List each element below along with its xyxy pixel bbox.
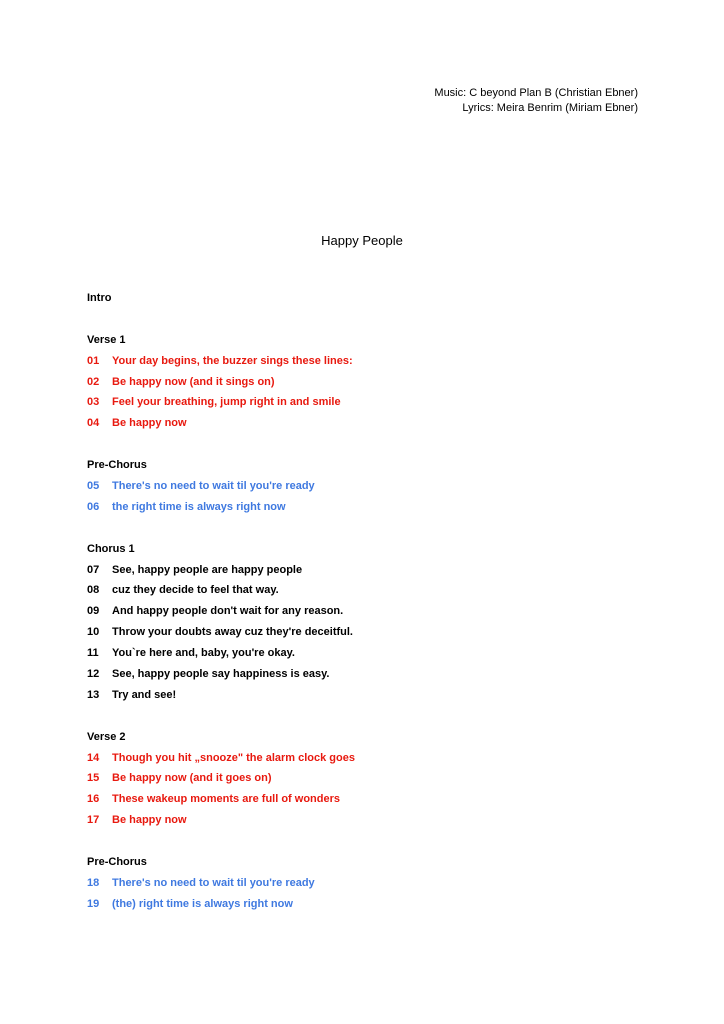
line-number: 05 (87, 480, 100, 493)
line-text: You`re here and, baby, you're okay. (112, 647, 295, 660)
lyric-line (87, 582, 647, 603)
line-number: 07 (87, 563, 100, 576)
lyric-line (87, 896, 647, 917)
lyric-line (87, 499, 647, 520)
lyrics-body (87, 290, 647, 917)
line-number: 09 (87, 605, 100, 618)
line-number: 03 (87, 396, 100, 409)
line-text: Though you hit „snooze" the alarm clock goes (112, 751, 355, 764)
line-number: 01 (87, 354, 100, 367)
line-number: 16 (87, 793, 100, 806)
line-number: 12 (87, 668, 100, 681)
lyric-line (87, 562, 647, 583)
line-text: Be happy now (112, 814, 187, 827)
section-intro (87, 290, 647, 311)
line-text: Throw your doubts away cuz they're deceitful. (112, 626, 353, 639)
line-text: Try and see! (112, 688, 177, 701)
line-text: Be happy now (and it sings on) (112, 375, 275, 388)
line-number: 14 (87, 751, 100, 764)
line-number: 08 (87, 584, 100, 597)
lyric-line (87, 415, 647, 436)
section-prechorus-1 (87, 457, 647, 520)
line-text: the right time is always right now (112, 500, 286, 513)
line-text: See, happy people say happiness is easy. (112, 668, 330, 681)
section-verse-2 (87, 729, 647, 833)
line-number: 13 (87, 688, 100, 701)
section-label-verse-2: Verse 2 (87, 730, 126, 743)
credits-block (434, 86, 638, 116)
lyric-line (87, 791, 647, 812)
line-text: These wakeup moments are full of wonders (112, 793, 340, 806)
section-label-prechorus-2: Pre-Chorus (87, 856, 147, 869)
music-credit: Music: C beyond Plan B (Christian Ebner) (434, 87, 638, 99)
line-number: 02 (87, 375, 100, 388)
lyric-line (87, 478, 647, 499)
line-number: 17 (87, 814, 100, 827)
lyric-line (87, 750, 647, 771)
line-number: 06 (87, 500, 100, 513)
lyric-line (87, 666, 647, 687)
lyric-line (87, 812, 647, 833)
line-text: Your day begins, the buzzer sings these lines: (112, 354, 353, 367)
line-text: See, happy people are happy people (112, 563, 303, 576)
lyric-line (87, 624, 647, 645)
section-label-chorus-1: Chorus 1 (87, 542, 135, 555)
line-text: There's no need to wait til you're ready (112, 876, 315, 889)
lyric-line (87, 770, 647, 791)
line-number: 19 (87, 897, 100, 910)
line-number: 10 (87, 626, 100, 639)
section-label-prechorus-1: Pre-Chorus (87, 459, 147, 472)
section-label-verse-1: Verse 1 (87, 333, 126, 346)
song-title: Happy People (321, 233, 403, 248)
section-verse-1 (87, 332, 647, 436)
lyrics-credit: Lyrics: Meira Benrim (Miriam Ebner) (462, 102, 638, 114)
line-text: There's no need to wait til you're ready (112, 480, 315, 493)
line-number: 11 (87, 647, 99, 660)
section-prechorus-2 (87, 854, 647, 917)
line-number: 04 (87, 417, 100, 430)
section-chorus-1 (87, 541, 647, 708)
line-text: Be happy now (and it goes on) (112, 772, 272, 785)
lyric-line (87, 394, 647, 415)
line-text: Be happy now (112, 417, 187, 430)
lyric-line (87, 875, 647, 896)
lyric-line (87, 645, 647, 666)
line-text: (the) right time is always right now (112, 897, 293, 910)
lyric-line (87, 603, 647, 624)
lyric-line (87, 687, 647, 708)
line-text: cuz they decide to feel that way. (112, 584, 279, 597)
lyric-line (87, 374, 647, 395)
line-number: 18 (87, 876, 100, 889)
line-number: 15 (87, 772, 100, 785)
line-text: Feel your breathing, jump right in and smile (112, 396, 341, 409)
section-label-intro: Intro (87, 292, 112, 304)
line-text: And happy people don't wait for any reason. (112, 605, 344, 618)
lyric-line (87, 353, 647, 374)
